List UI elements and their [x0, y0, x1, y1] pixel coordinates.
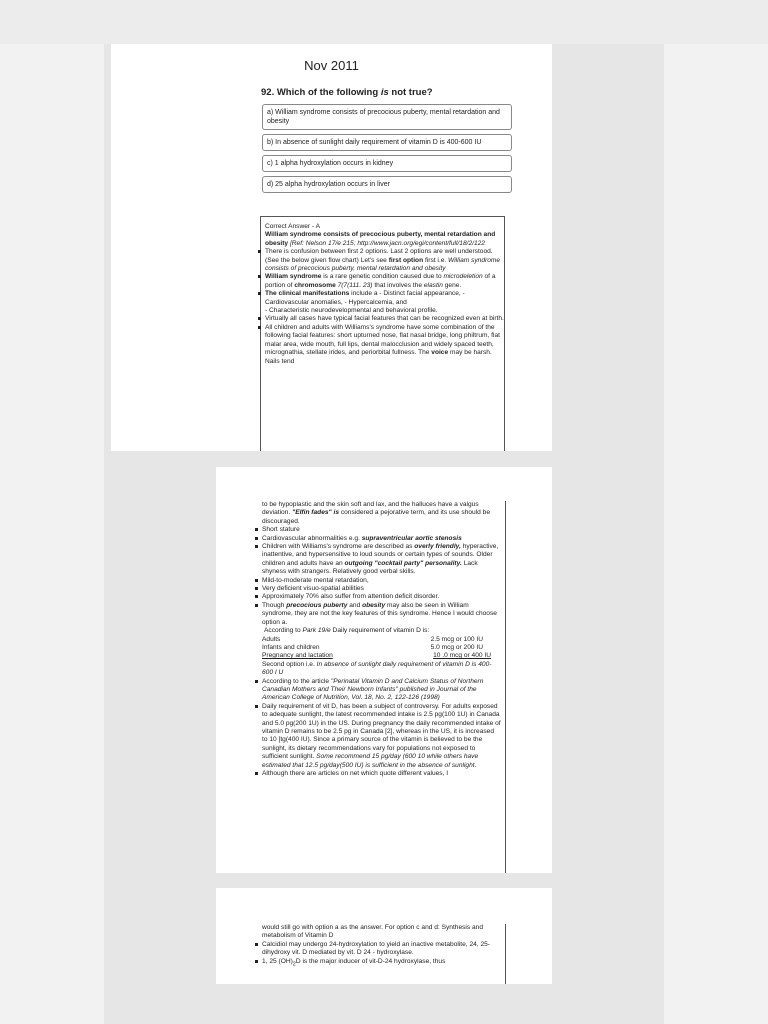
list-item: Calcidiol may undergo 24-hydroxylation to yield an inactive metabolite, 24, 25-dihydroxy vit. D mediated by vit. D 24 - hydroxylase.	[262, 941, 501, 958]
answer-bullet: There is confusion between first 2 options. Last 2 options are well understood. (See the below given flow chart) Let's see first option first i.e. William syndrome consists of precocious puberty, mental retardation and obesity	[265, 248, 504, 273]
question-title: 92. Which of the following is not true?	[261, 87, 433, 98]
document-page-3[interactable]	[216, 888, 552, 984]
page-header: Nov 2011	[304, 58, 359, 73]
table-row: Pregnancy and lactation 10 .0 mcg or 400 IU	[262, 652, 491, 660]
list-item: Children with Williams's syndrome are described as overly friendly, hyperactive, inattentive, and hypersensitive to loud sounds or certain types of sounds. Older children and adults have an outgoing "cocktail party" personality. Lack shyness with strangers. Relatively good verbal skills.	[262, 543, 501, 577]
list-item: Though precocious puberty and obesity may also be seen in William syndrome, they are not the key features of this syndrome. Hence I would choose option a.	[262, 602, 501, 627]
list-item: According to the article "Perinatal Vitamin D and Calcium Status of Northern Canadian Mothers and Their Newborn Infants" published in Journal of the American College of Nutrition, Vol. 18, No. 2, 122-126 (1998)	[262, 678, 501, 703]
option-b[interactable]: b) In absence of sunlight daily requirement of vitamin D is 400-600 IU	[262, 134, 512, 151]
list-item: Daily requirement of vit D, has been a subject of controversy. For adults exposed to adequate sunlight, the latest recommended intake is 2.5 pg(100 1U) in Canada and 5.0 pg(200 1U) in the US. During pregnancy the daily recommended intake of vitamin D remains to be 2.5 pg in Canada [2], whereas in the US, it is increased to 10 [tg(400 IU). Since a primary source of the vitamin is believed to be the sunlight, its dietary recommendations vary for populations not exposed to sufficient sunlight. Some recommend 15 pg/day (600 10 while others have estimated that 12.5 pg/day(500 IU) is sufficient in the absence of sunlight.	[262, 702, 501, 769]
answer-title: William syndrome consists of precocious puberty, mental retardation and obesity [Ref: Nelson 17/e 215; http://www.jacn.org/egi/content/full/18/2/122	[265, 231, 496, 247]
list-item: Although there are articles on net which quote different values, I	[262, 770, 501, 778]
option-d[interactable]: d) 25 alpha hydroxylation occurs in liver	[262, 176, 512, 193]
document-page-2[interactable]	[216, 467, 552, 873]
document-page-1[interactable]	[111, 44, 552, 451]
paragraph: Second option i.e. In absence of sunlight daily requirement of vitamin D is 400-600 I U	[262, 660, 492, 677]
answer-bullet: William syndrome is a rare genetic condition caused due to microdeletion of a portion of chromosome 7(7(111. 23) that involves the elastin gene.	[265, 273, 504, 290]
paragraph: would still go with option a as the answer. For option c and d: Synthesis and metabolism of Vitamin D	[262, 924, 484, 940]
list-item: Mild-to-moderate mental retardation,	[262, 577, 501, 585]
paragraph: to be hypoplastic and the skin soft and lax, and the halluces have a valgus deviation. "Elfin fades" is considered a pejorative term, and its use should be discouraged.	[262, 501, 491, 525]
list-item: Cardiovascular abnormalities e.g. supraventricular aortic stenosis	[262, 535, 501, 543]
list-item: 1, 25 $(OH)_2D$ is the major inducer of vit-D-24 hydroxylase, thus	[262, 958, 501, 969]
list-item: Approximately 70% also suffer from attention deficit disorder.	[262, 593, 501, 601]
option-a[interactable]: a) William syndrome consists of precocious puberty, mental retardation and obesity	[262, 104, 512, 130]
option-c[interactable]: c) 1 alpha hydroxylation occurs in kidney	[262, 155, 512, 172]
answer-label: Correct Answer - A	[265, 223, 320, 230]
answer-bullet: The clinical manifestations include a - Distinct facial appearance, - Cardiovascular anomalies, - Hypercalcemia, and - Characteristic neurodevelopmental and behavioral profile.	[265, 290, 504, 315]
text-column	[262, 501, 506, 873]
top-bar	[0, 0, 768, 44]
table-row: Adults 2.5 mcg or 100 IU	[262, 635, 483, 643]
list-item: Short stature	[262, 526, 501, 534]
paragraph: According to Park 19/e Daily requirement of vitamin D is:	[264, 627, 430, 635]
answer-bullet: All children and adults with Williams's syndrome have some combination of the following facial features: short upturned nose, flat nasal bridge, long philtrum, flat malar area, wide mouth, full lips, dental malocclusion and widely spaced teeth, micrognathia, stellate irides, and periorbital fullness. The voice may be harsh. Nails tend	[265, 324, 504, 366]
answer-box	[260, 216, 505, 451]
list-item: Very deficient visuo-spatial abilities	[262, 585, 501, 593]
text-column	[262, 924, 506, 984]
answer-bullet: Virtually all cases have typical facial features that can be recognized even at birth.	[265, 315, 504, 323]
table-row: Infants and children 5.0 mcg or 200 IU	[262, 643, 483, 651]
